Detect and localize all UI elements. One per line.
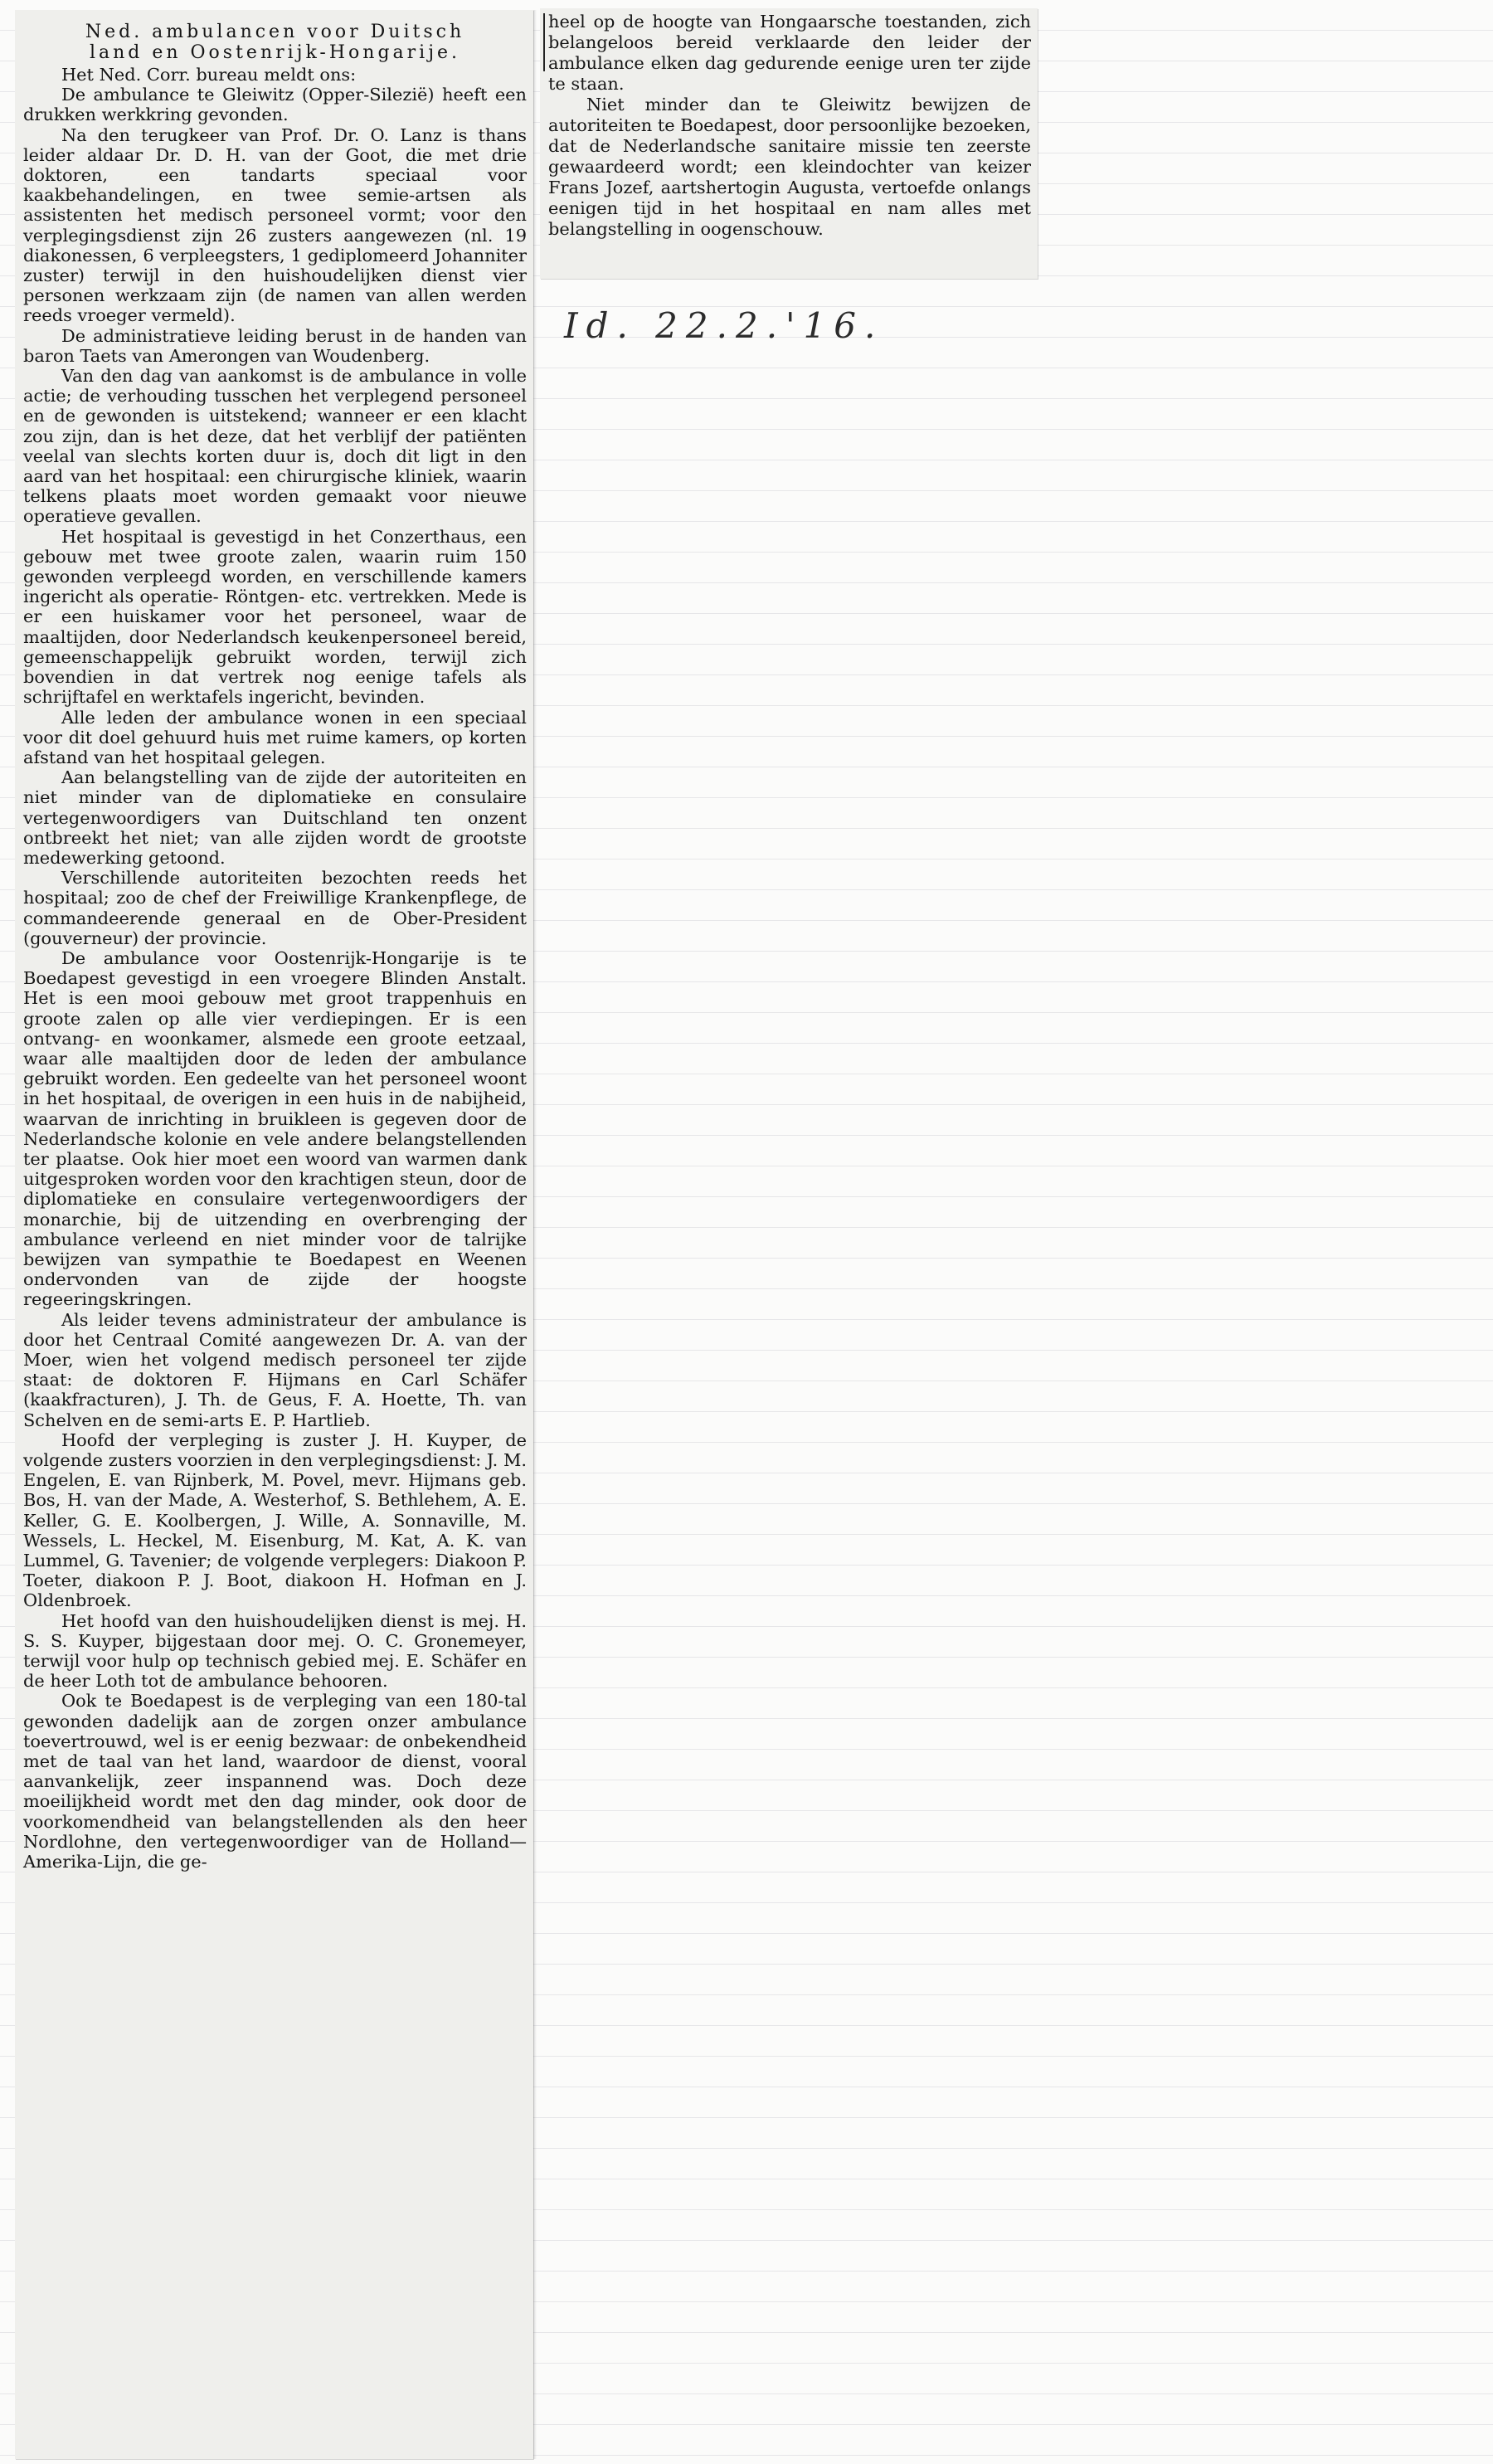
newspaper-clipping-right-column (540, 8, 1038, 279)
clipping-shadow-edge (533, 10, 537, 2459)
paragraph-gleiwitz: De ambulance te Gleiwitz (Opper-Silezië) heeft een drukken werkkring gevonden. (23, 85, 527, 125)
newspaper-clipping-left-column (15, 10, 533, 2459)
paragraph-authorities-interest: Aan belangstelling van de zijde der autoriteiten en niet minder van de diplomatieke en consulaire vertegenwoordigers van Duitschland ten onzent ontbreekt het niet; van alle zijden wordt de grootste medewerking getoond. (23, 767, 527, 868)
paragraph-housing: Alle leden der ambulance wonen in een speciaal voor dit doel gehuurd huis met ruime kamers, op korten afstand van het hospitaal gelegen. (23, 707, 527, 767)
paragraph-continuation: heel op de hoogte van Hongaarsche toestanden, zich belangeloos bereid verklaarde den leider der ambulance elken dag gedurende eenige uren ter zijde te staan. (548, 12, 1031, 94)
paragraph-budapest-ambulance: De ambulance voor Oostenrijk-Hongarije is te Boedapest gevestigd in een vroegere Blinden Anstalt. Het is een mooi gebouw met groot trappenhuis en groote zalen op alle vier verdiepingen. Er is een ontvang- en woonkamer, alsmede een groote eetzaal, waar alle maaltijden door de leden der ambulance gebruikt worden. Een gedeelte van het personeel woont in het hospitaal, de overigen in een huis in de nabijheid, waarvan de inrichting in bruikleen is gegeven door de Nederlandsche kolonie en vele andere belangstellenden ter plaatse. Ook hier moet een woord van warmen dank uitgesproken worden voor den krachtigen steun, door de diplomatieke en consulaire vertegenwoordigers der monarchie, bij de uitzending en overbrenging der ambulance verleend en niet minder voor de talrijke bewijzen van sympathie te Boedapest en Weenen ondervonden van de zijde der hoogste regeeringskringen. (23, 947, 527, 1310)
paragraph-activity: Van den dag van aankomst is de ambulance in volle actie; de verhouding tusschen het verplegend personeel en de gewonden is uitstekend; wanneer er een klacht zou zijn, dan is het deze, dat het verblijf der patiënten veelal van slechts korten duur is, doch dit ligt in den aard van het hospitaal: een chirurgische kliniek, waarin telkens plaats moet worden gemaakt voor nieuwe operatieve gevallen. (23, 366, 527, 527)
handwritten-date-note: Id. 22.2.'16. (564, 305, 884, 346)
column-rule-divider (543, 13, 545, 71)
paragraph-authorities-visits: Verschillende autoriteiten bezochten reeds het hospitaal; zoo de chef der Freiwillige Krankenpflege, de commandeerende generaal en de Ober-President (gouverneur) der provincie. (23, 868, 527, 948)
paragraph-staff-gleiwitz: Na den terugkeer van Prof. Dr. O. Lanz is thans leider aldaar Dr. D. H. van der Goot, die met drie doktoren, een tandarts speciaal voor kaakbehandelingen, en twee semie-artsen als assistenten het medisch personeel vormt; voor den verplegingsdienst zijn 26 zusters aangewezen (nl. 19 diakonessen, 6 verpleegsters, 1 gediplomeerd Johanniter zuster) terwijl in den huishoudelijken dienst vier personen werkzaam zijn (de namen van allen werden reeds vroeger vermeld). (23, 124, 527, 326)
headline-line-2: land en Oostenrijk-Hongarije. (89, 42, 461, 63)
article-headline (23, 22, 527, 63)
paragraph-budapest-care: Ook te Boedapest is de verpleging van een 180-tal gewonden dadelijk aan de zorgen onzer ambulance toevertrouwd, wel is er eenig bezwaar: de onbekendheid met de taal van het land, waardoor de dienst, vooral aanvankelijk, zeer inspannend was. Doch deze moeilijkheid wordt met den dag minder, ook door de voorkomendheid van belangstellenden als den heer Nordlohne, den vertegenwoordiger van de Holland—Amerika-Lijn, die ge- (23, 1691, 527, 1872)
paragraph-hospital-building: Het hospitaal is gevestigd in het Conzerthaus, een gebouw met twee groote zalen, waarin ruim 150 gewonden verpleegd worden, en verschillende kamers ingericht als operatie- Röntgen- etc. vertrekken. Mede is er een huiskamer voor het personeel, waar de maaltijden, door Nederlandsch keukenpersoneel bereid, gemeenschappelijk gebruikt worden, terwijl zich bovendien in dat vertrek nog eenige tafels als schrijftafel en werktafels ingericht, bevinden. (23, 526, 527, 708)
paragraph-administration: De administratieve leiding berust in de handen van baron Taets van Amerongen van Woudenberg. (23, 325, 527, 366)
paragraph-nursing-staff: Hoofd der verpleging is zuster J. H. Kuyper, de volgende zusters voorzien in den verplegingsdienst: J. M. Engelen, E. van Rijnberk, M. Povel, mevr. Hijmans geb. Bos, H. van der Made, A. Westerhof, S. Bethlehem, A. E. Keller, G. E. Koolbergen, J. Wille, A. Sonnaville, M. Wessels, L. Heckel, M. Eisenburg, M. Kat, A. K. van Lummel, G. Tavenier; de volgende verplegers: Diakoon P. Toeter, diakoon P. J. Boot, diakoon H. Hofman en J. Oldenbroek. (23, 1429, 527, 1611)
paragraph-household-service: Het hoofd van den huishoudelijken dienst is mej. H. S. S. Kuyper, bijgestaan door mej. O. C. Gronemeyer, terwijl voor hulp op technisch gebied mej. E. Schäfer en de heer Loth tot de ambulance behooren. (23, 1610, 527, 1692)
paragraph-budapest-authorities: Niet minder dan te Gleiwitz bewijzen de autoriteiten te Boedapest, door persoonlijke bezoeken, dat de Nederlandsche sanitaire missie ten zeerste gewaardeerd wordt; een kleindochter van keizer Frans Jozef, aartshertogin Augusta, vertoefde onlangs eenigen tijd in het hospitaal en nam alles met belangstelling in oogenschouw. (548, 95, 1032, 239)
paragraph-budapest-leader: Als leider tevens administrateur der ambulance is door het Centraal Comité aangewezen Dr. A. van der Moer, wien het volgend medisch personeel ter zijde staat: de doktoren F. Hijmans en Carl Schäfer (kaakfracturen), J. Th. de Geus, F. A. Hoette, Th. van Schelven en de semi-arts E. P. Hartlieb. (23, 1309, 527, 1430)
paragraph-intro: Het Ned. Corr. bureau meldt ons: (61, 65, 357, 85)
headline-line-1: Ned. ambulancen voor Duitsch (85, 22, 465, 42)
